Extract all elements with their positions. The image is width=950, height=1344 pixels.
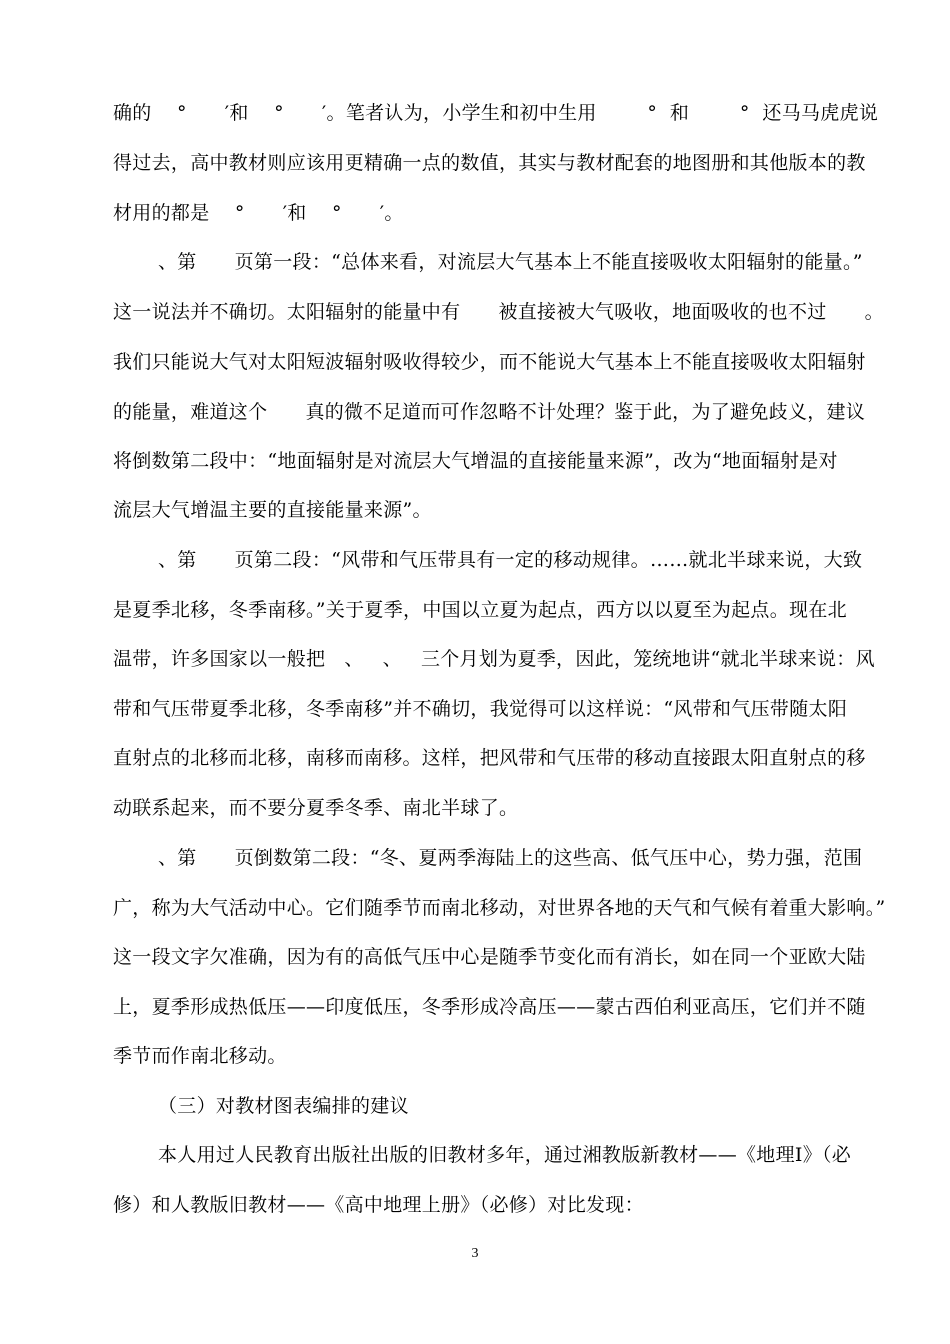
text-line: 广，称为大气活动中心。它们随季节而南北移动，对世界各地的天气和气候有着重大影响。” — [113, 897, 886, 919]
text-line: 是夏季北移，冬季南移。”关于夏季，中国以立夏为起点，西方以以夏至为起点。现在北 — [113, 599, 847, 621]
text-line: 、第 页第一段：“总体来看，对流层大气基本上不能直接吸收太阳辐射的能量。” — [158, 251, 863, 273]
text-line: 确的 ° ′和 ° ′。笔者认为，小学生和初中生用 ° 和 ° 还马马虎虎说 — [113, 102, 879, 124]
text-line: 本人用过人民教育出版社出版的旧教材多年，通过湘教版新教材——《地理Ⅰ》（必 — [158, 1144, 852, 1166]
page-number: 3 — [471, 1246, 479, 1261]
text-line: 我们只能说大气对太阳短波辐射吸收得较少，而不能说大气基本上不能直接吸收太阳辐射 — [113, 351, 866, 373]
text-line: 季节而作南北移动。 — [113, 1045, 287, 1067]
text-line: 、第 页第二段：“风带和气压带具有一定的移动规律。……就北半球来说，大致 — [158, 549, 863, 571]
text-line: 带和气压带夏季北移，冬季南移”并不确切，我觉得可以这样说：“风带和气压带随太阳 — [113, 698, 848, 720]
text-line: 这一段文字欠准确，因为有的高低气压中心是随季节变化而有消长，如在同一个亚欧大陆 — [113, 946, 866, 968]
text-line: 将倒数第二段中：“地面辐射是对流层大气增温的直接能量来源”，改为“地面辐射是对 — [113, 450, 838, 472]
text-line: 、第 页倒数第二段：“冬、夏两季海陆上的这些高、低气压中心，势力强，范围 — [158, 847, 863, 869]
text-line: 的能量，难道这个 真的微不足道而可作忽略不计处理？鉴于此，为了避免歧义，建议 — [113, 401, 866, 423]
text-line: 修）和人教版旧教材——《高中地理上册》（必修）对比发现： — [113, 1194, 644, 1216]
text-line: 上，夏季形成热低压——印度低压，冬季形成冷高压——蒙古西伯利亚高压，它们并不随 — [113, 996, 866, 1018]
section-heading: （三）对教材图表编排的建议 — [158, 1095, 409, 1117]
text-line: 材用的都是 ° ′和 ° ′。 — [113, 202, 404, 224]
text-line: 直射点的北移而北移，南移而南移。这样，把风带和气压带的移动直接跟太阳直射点的移 — [113, 747, 866, 769]
text-line: 得过去，高中教材则应该用更精确一点的数值，其实与教材配套的地图册和其他版本的教 — [113, 152, 866, 174]
text-line: 动联系起来，而不要分夏季冬季、南北半球了。 — [113, 797, 519, 819]
text-line: 流层大气增温主要的直接能量来源”。 — [113, 499, 432, 521]
text-line: 温带，许多国家以一般把 、 、 三个月划为夏季，因此，笼统地讲“就北半球来说：风 — [113, 648, 875, 670]
text-line: 这一说法并不确切。太阳辐射的能量中有 被直接被大气吸收，地面吸收的也不过 。 — [113, 301, 884, 323]
